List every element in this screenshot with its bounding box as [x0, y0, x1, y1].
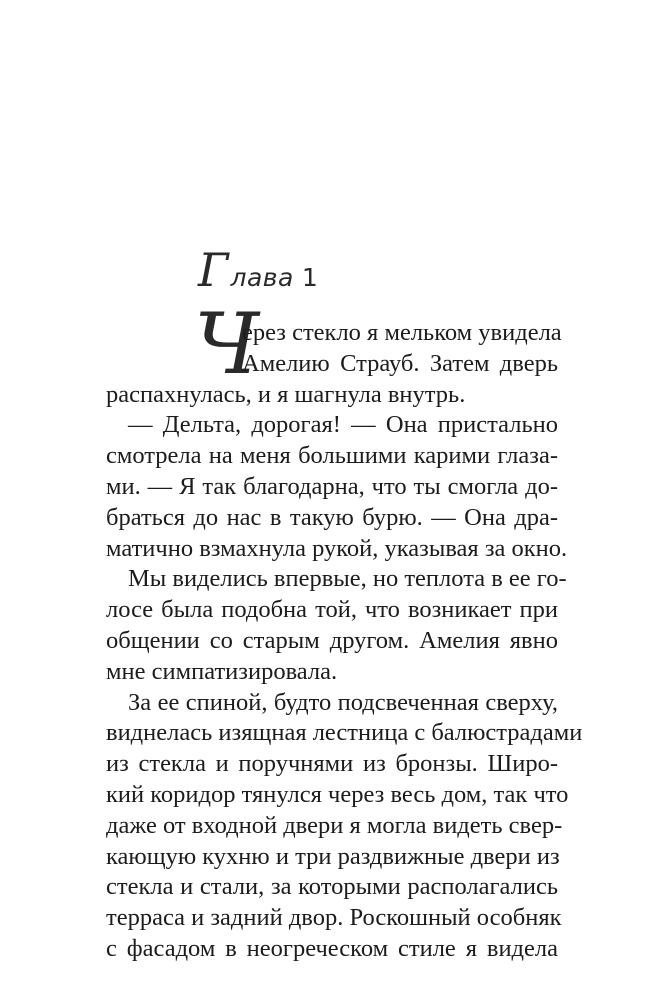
- text-line: кий коридор тянулся через весь дом, так что: [106, 780, 569, 808]
- chapter-heading: [198, 240, 318, 300]
- text-line: стекла и стали, за которыми располагались: [106, 873, 558, 901]
- text-line: ми. — Я так благодарна, что ты смогла до-: [106, 472, 558, 500]
- text-line: ерез стекло я мельком увидела: [242, 319, 562, 346]
- text-line: терраса и задний двор. Роскошный особняк: [106, 904, 562, 932]
- drop-cap: Ч: [194, 295, 259, 393]
- text-line: кающую кухню и три раздвижные двери из: [106, 842, 560, 870]
- text-line: общении со старым другом. Амелия явно: [106, 626, 558, 654]
- chapter-number: 1: [301, 263, 318, 292]
- text-line: даже от входной двери я могла видеть свер-: [106, 811, 563, 839]
- body-text: [106, 318, 583, 965]
- text-line: распахнулась, и я шагнула внутрь.: [106, 380, 466, 408]
- text-line: За ее спиной, будто подсвеченная сверху,: [128, 688, 558, 716]
- text-line: виднелась изящная лестница с балюстрадами: [106, 719, 583, 747]
- text-line: матично взмахнула рукой, указывая за окно.: [106, 534, 568, 562]
- chapter-heading-word: лава: [230, 263, 294, 292]
- text-line: лосе была подобна той, что возникает при: [106, 596, 558, 624]
- text-line: браться до нас в такую бурю. — Она дра-: [106, 503, 558, 531]
- text-line: Амелию Страуб. Затем дверь: [242, 349, 558, 377]
- text-line: Мы виделись впервые, но теплота в ее го-: [128, 565, 567, 593]
- text-line: смотрела на меня большими карими глаза-: [106, 442, 558, 470]
- text-line: — Дельта, дорогая! — Она пристально: [128, 411, 558, 439]
- text-line: мне симпатизировала.: [106, 657, 338, 685]
- text-line: из стекла и поручнями из бронзы. Широ-: [106, 750, 558, 778]
- chapter-heading-initial: Г: [198, 243, 229, 297]
- text-line: с фасадом в неогреческом стиле я видела: [106, 934, 558, 962]
